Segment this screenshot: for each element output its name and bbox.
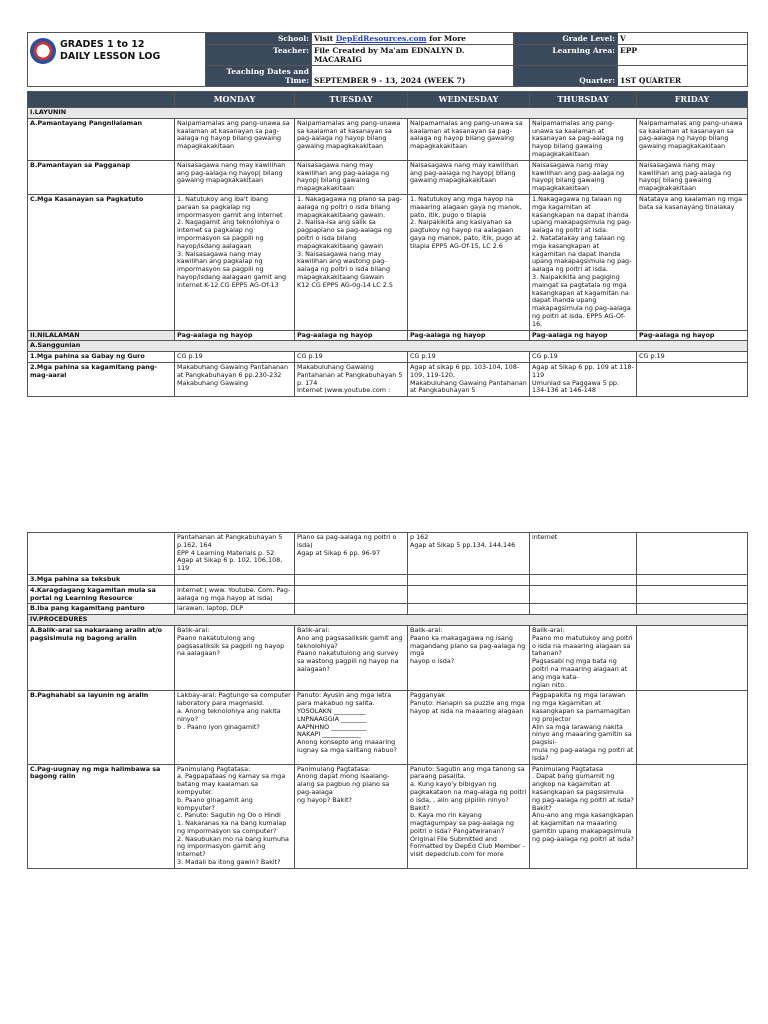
table-cell: Agap at Sikap 6 pp. 109 at 118-119 Umunlad sa Paggawa 5 pp. 134-136 at 146-148 (530, 362, 637, 396)
table-cell: Pag-aalaga ng hayop (408, 330, 530, 341)
row-label: 1.Mga pahina sa Gabay ng Guro (28, 352, 175, 363)
table-cell: 1. Natutukoy ang mga hayop na maaaring alagaan gaya ng manok, pato, itik, pugo o tilapia 2. Naipakikita ang kasiyahan sa pagtukoy ng hayop na aalagaan gaya ng manok, pato, itik, pugo at tilapia EPP5 AG-Of-15, LC 2.6 (408, 194, 530, 330)
day-header-blank (28, 92, 175, 108)
table-cell: Natataya ang kaalaman ng mga bata sa kasanayang tinalakay (637, 194, 748, 330)
row-label: I.LAYUNIN (28, 108, 748, 119)
dates-label: Teaching Dates and Time: (206, 66, 312, 87)
table-cell: Pagpapakita ng mga larawan ng mga kagamitan at kasangkapan sa pamamagitan ng projector Alin sa mga larawang nakita ninyo ang maaaring gamitin sa pagsisi- mula ng pag-aalaga ng poltri at isda? (530, 691, 637, 764)
table-cell: Naisasagawa nang may kawilihan ang pag-aalaga ng hayop| bilang gawaing mapagkakakitaan (637, 160, 748, 194)
school-value: Visit DepEdResources.com for More (312, 33, 514, 45)
table-cell: Plano sa pag-aalaga ng poltri o isda) Agap at Sikap 6 pp. 96-97 (295, 533, 408, 575)
depedresources-link[interactable]: DepEdResources.com (335, 34, 427, 43)
table-cell (637, 362, 748, 396)
table-row (28, 352, 748, 363)
dates-value: SEPTEMBER 9 - 13, 2024 (WEEK 7) (312, 66, 514, 87)
table-cell: CG p.19 (530, 352, 637, 363)
table-cell: Naipamamalas ang pang-unawa sa kaalaman at kasanayan sa pag-aalaga ng hayop bilang gawaing mapagkakakitaan (637, 118, 748, 160)
table-cell: Balik-aral: Paano ka makagagawa ng isang magandang plano sa pag-aalaga ng mga hayop o isda? (408, 625, 530, 690)
table-cell: Pag-aalaga ng hayop (637, 330, 748, 341)
table-row (28, 691, 748, 764)
row-label: 2.Mga pahina sa kagamitang pang-mag-aaral (28, 362, 175, 396)
table-cell: Pag-aalaga ng hayop (295, 330, 408, 341)
table-cell: Naisasagawa nang may kawilihan ang pag-aalaga ng hayop| bilang gawaing mapagkakakitaan (408, 160, 530, 194)
table-cell (530, 574, 637, 585)
table-cell: internet (530, 533, 637, 575)
deped-seal-icon (30, 38, 56, 64)
table-row (28, 625, 748, 690)
table-cell (295, 574, 408, 585)
table-cell: Pag-aalaga ng hayop (175, 330, 295, 341)
table-cell: Internet ( www. Youtube. Com. Pag-aalaga ng mga hayop at isda) (175, 585, 295, 604)
section-row (28, 615, 748, 626)
table-row (28, 194, 748, 330)
row-label: IV.PROCEDURES (28, 615, 748, 626)
grade-value: V (618, 33, 748, 45)
table-cell: Agap at sikap 6 pp. 103-104, 108-109, 119-120, Makabuluhang Gawaing Pantahanan at Pangkabuhayan 5 (408, 362, 530, 396)
area-value: EPP (618, 45, 748, 66)
table-cell (530, 604, 637, 615)
row-label: 3.Mga pahina sa teksbuk (28, 574, 175, 585)
table-cell: Balik-aral: Paano mo matutukoy ang poltri o isda na maaaring alagaan sa tahanan? Pagsasabi ng mga bata ng poltri na maaaring alagaan at ang mga kata- ngian nito. (530, 625, 637, 690)
row-label: B.Iba pang kagamitang panturo (28, 604, 175, 615)
table-cell (637, 604, 748, 615)
table-cell: Balik-aral: Paano nakatutulong ang pagsasaliksik sa pagpili ng hayop na aalagaan? (175, 625, 295, 690)
table-cell (637, 585, 748, 604)
section-row (28, 108, 748, 119)
row-label: 4.Karagdagang kagamitan mula sa portal ng Learning Resource (28, 585, 175, 604)
title-line2: DAILY LESSON LOG (60, 51, 161, 62)
day-friday: FRIDAY (637, 92, 748, 108)
lesson-table-page1 (27, 91, 747, 397)
table-cell: 1. Nakagagawa ng plano sa pag-aalaga ng poltri o isda bilang mapagkakakitaang gawain. 2. Naiisa-isa ang salik sa pagpaplano sa pag-aalaga ng poltri o isda bilang mapagkakakitaang gawain 3. Naisasagawa nang may kawilihan ang wastong pag-aalaga ng poltri o isda bilang mapagkakakitaang Gawain K12 CG EPP5 AG-0g-14 LC 2.5 (295, 194, 408, 330)
section-row (28, 330, 748, 341)
row-label: B.Pamantayan sa Pagganap (28, 160, 175, 194)
table-cell: Panimulang Pagtatasa: a. Pagpapataas ng kamay sa mga batang may kaalaman sa kompyuter. b. Paano ginagamit ang kompyuter? c. Panuto: Sagutin ng Oo o Hindi 1. Nakaranas ka na bang kumalap ng impormasyon sa computer? 2. Nasubukan mo na bang kumuha ng impormasyon gamit ang internet? 3. Madali ba itong gawin? Bakit? (175, 764, 295, 868)
table-row (28, 764, 748, 868)
row-label: C.Mga Kasanayan sa Pagkatuto (28, 194, 175, 330)
table-cell (408, 585, 530, 604)
table-row (28, 362, 748, 396)
table-cell (530, 585, 637, 604)
day-thursday: THURSDAY (530, 92, 637, 108)
table-cell: Naipamamalas ang pang-unawa sa kaalaman at kasanayan sa pag-aalaga ng hayop bilang gawaing mapagkakakitaan (295, 118, 408, 160)
table-row (28, 533, 748, 575)
table-cell (637, 533, 748, 575)
school-label: School: (206, 33, 312, 45)
table-cell (295, 604, 408, 615)
table-row (28, 585, 748, 604)
table-cell: Naisasagawa nang may kawilihan ang pag-aalaga ng hayop| bilang gawaing mapagkakakitaan (295, 160, 408, 194)
table-cell (637, 764, 748, 868)
table-cell: Naisasagawa nang may kawilihan ang pag-aalaga ng hayop| bilang gawaing mapagkakakitaan (175, 160, 295, 194)
day-wednesday: WEDNESDAY (408, 92, 530, 108)
table-row (28, 574, 748, 585)
table-cell: larawan, laptop, DLP (175, 604, 295, 615)
table-cell: Panimulang Pagtatasa: Anong dapat mong isaalang-alang sa pagbuo ng plano sa pag-aalaga ng hayop? Bakit? (295, 764, 408, 868)
table-cell: Panuto: Ayusin ang mga letra para makabuo ng salita. YOSOLAKN __________ LNPNAAGGIA ________ AAPNHNO ___________ NAKAPI ____________ Anong konsepto ang maaaring iugnay sa mga salitang nabuo? (295, 691, 408, 764)
table-cell: Panimulang Pagtatasa . Dapat bang gumamit ng angkop na kagamitan at kasangkapan sa pagsisimula ng pag-aalaga ng poltri at isda? Bakit? Anu-ano ang mga kasangkapan at kagamitan na maaaring gamitin upang makapagsimula ng pag-aalaga ng poltri at isda? (530, 764, 637, 868)
table-cell: CG p.19 (175, 352, 295, 363)
title-line1: GRADES 1 to 12 (60, 39, 145, 50)
table-cell: Balik-aral: Ano ang pagsasaliksik gamit ang teknolohiya? Paano nakatutulong ang survey sa wastong pagpili ng hayop na aalagaan? (295, 625, 408, 690)
table-cell: Lakbay-aral: Pagtungo sa computer laboratory para magmasid. a. Anong teknolohiya ang nakita ninyo? b . Paano iyon ginagamit? (175, 691, 295, 764)
table-row (28, 160, 748, 194)
teacher-label: Teacher: (206, 45, 312, 66)
table-cell: CG p.19 (295, 352, 408, 363)
table-cell: Naisasagawa nang may kawilihan ang pag-aalaga ng hayop| bilang gawaing mapagkakakitaan (530, 160, 637, 194)
table-cell: Pantahanan at Pangkabuhayan 5 p.162, 164 EPP 4 Learning Materials p. 52 Agap at Sikap 6 p. 102, 106,108, 119 (175, 533, 295, 575)
row-label: A.Balik-aral sa nakaraang aralin at/o pagsisimula ng bagong aralin (28, 625, 175, 690)
area-label: Learning Area: (514, 45, 618, 66)
quarter-value: 1ST QUARTER (618, 66, 748, 87)
row-label (28, 533, 175, 575)
table-cell (637, 691, 748, 764)
table-cell: Pag-aalaga ng hayop (530, 330, 637, 341)
table-row (28, 604, 748, 615)
table-cell: Makabuluhang Gawaing Pantahanan at Pangkabuhayan 5 p. 174 Internet (www.youtube.com : (295, 362, 408, 396)
table-cell: 1.Nakagagawa ng talaan ng mga kagamitan at kasangkapan na dapat ihanda upang makapagsimula ng pag-aalaga ng poltri at isda. 2. Natatalakay ang talaan ng mga kasangkapan at kagamitan na dapat ihanda upang makapagsimula ng pag-aalaga ng poltri at isda. 3. Naipakikita ang pagiging maingat sa pagtatala ng mga kasangkapan at kagamitan na dapat ihanda upang makapagsimula ng pag-aalaga ng poltri at isda. EPP5 AG-Of-16, (530, 194, 637, 330)
row-label: C.Pag-uugnay ng mga halimbawa sa bagong ralin (28, 764, 175, 868)
day-tuesday: TUESDAY (295, 92, 408, 108)
row-label: A.Sanggunian (28, 341, 748, 352)
table-cell (637, 574, 748, 585)
grade-label: Grade Level: (514, 33, 618, 45)
table-cell: Panuto: Sagutin ang mga tanong sa paraang pasalita. a. Kung kayo'y bibigyan ng pagkakataon na mag-alaga ng poltri o isda, , alin ang pipiliin ninyo? Bakit? b. Kaya mo rin kayang magtagumpay sa pag-aalaga ng poltri o isda? Pangatwiranan? Original File Submitted and Formatted by DepEd Club Member - visit depedclub.com for more (408, 764, 530, 868)
section-row (28, 341, 748, 352)
table-cell: Naipamamalas ang pang-unawa sa kaalaman at kasanayan sa pag-aalaga ng hayop bilang gawaing mapagkakakitaan (408, 118, 530, 160)
table-row (28, 118, 748, 160)
table-cell (637, 625, 748, 690)
row-label: II.NILALAMAN (28, 330, 175, 341)
row-label: B.Paghahabi sa layunin ng aralin (28, 691, 175, 764)
lesson-table-page2 (27, 532, 747, 869)
table-cell: Makabuhang Gawaing Pantahanan at Pangkabuhayan 6 pp.230-232 Makabuhang Gawaing (175, 362, 295, 396)
table-cell: p 162 Agap at Sikap 5 pp.134, 144,146 (408, 533, 530, 575)
table-cell (408, 574, 530, 585)
table-cell: Naipamamalas ang pang-unawa sa kaalaman at kasanayan sa pag-aalaga ng hayop bilang gawaing mapagkakakitaan (175, 118, 295, 160)
table-cell: Naipamamalas ang pang-unawa sa kaalaman at kasanayan sa pag-aalaga ng hayop bilang gawaing mapagkakakitaan (530, 118, 637, 160)
header-title-cell (28, 33, 206, 87)
table-cell (408, 604, 530, 615)
table-cell: 1. Natutukoy ang iba't ibang paraan sa pagkalap ng impormasyon gamit ang internet 2. Nagagamit ang teknolohiya o internet sa pagkalap ng impormasyon sa pagpili ng hayop/isdang aalagaan 3. Naisasagawa nang may kawilihan ang pagkalap ng impormasyon sa pagpili ng hayop/isdang aalagaan gamit ang internet K-12 CG EPP5 AG-Of-13 (175, 194, 295, 330)
day-monday: MONDAY (175, 92, 295, 108)
table-cell (175, 574, 295, 585)
table-cell: CG p.19 (637, 352, 748, 363)
row-label: A.Pamantayang Pangnilalaman (28, 118, 175, 160)
teacher-value: File Created by Ma'am EDNALYN D. MACARAIG (312, 45, 514, 66)
table-cell: Pagganyak Panuto: Hanapin sa puzzle ang mga hayop at isda na maaaring alagaan (408, 691, 530, 764)
quarter-label: Quarter: (514, 66, 618, 87)
table-cell (295, 585, 408, 604)
header (27, 32, 747, 87)
table-cell: CG p.19 (408, 352, 530, 363)
day-header-row (28, 92, 748, 108)
